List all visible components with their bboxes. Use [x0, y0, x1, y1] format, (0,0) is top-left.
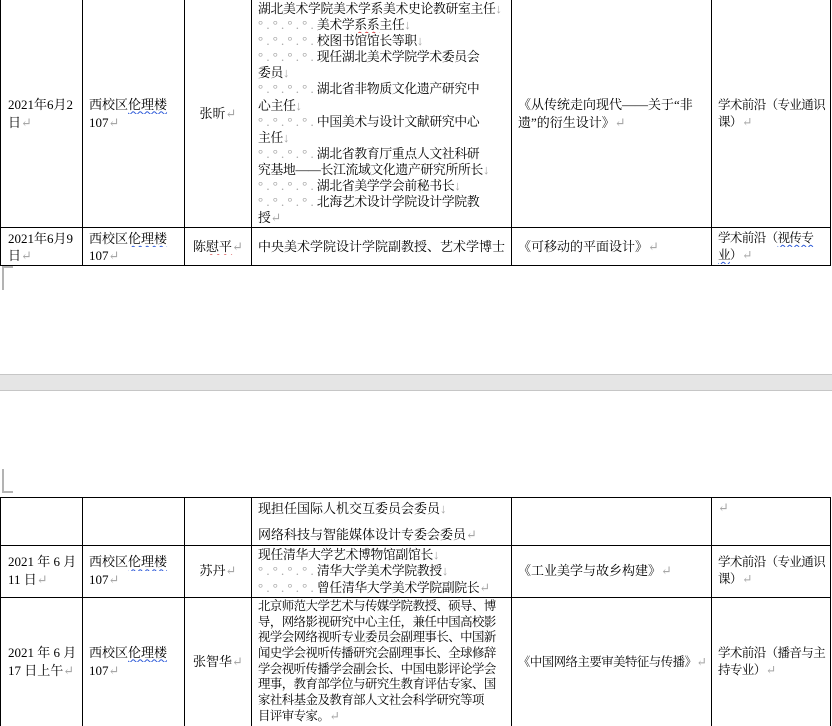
lecture-schedule-table-page2: [0, 497, 831, 726]
location-cell[interactable]: 西校区伦理楼 107↵: [83, 597, 185, 726]
date-cell[interactable]: 2021年6月9 日↵: [1, 228, 83, 266]
lecture-title-cell[interactable]: 《从传统走向现代——关于“非 遗”的衍生设计》↵: [512, 0, 712, 228]
course-category-cell[interactable]: ↵: [712, 498, 831, 546]
speaker-cell[interactable]: 陈慰平↵: [185, 228, 252, 266]
lecture-title-cell[interactable]: 《中国网络主要审美特征与传播》↵: [512, 597, 712, 726]
course-category-cell[interactable]: 学术前沿（专业通识 课）↵: [712, 546, 831, 598]
speaker-cell[interactable]: 张智华↵: [185, 597, 252, 726]
speaker-cell[interactable]: [185, 498, 252, 546]
course-category-cell[interactable]: 学术前沿（播音与主 持专业）↵: [712, 597, 831, 726]
table-row: [1, 597, 831, 726]
lecture-title-cell[interactable]: 《可移动的平面设计》↵: [512, 228, 712, 266]
speaker-cell[interactable]: 张昕↵: [185, 0, 252, 228]
speaker-bio-cell[interactable]: 北京师范大学艺术与传媒学院教授、硕导、博 导，网络影视研究中心主任，兼任中国高校影 视学会网络视听专业委员会副理事长、中国新 闻史学会视听传播研究会副理事长、全球修辞 学会视听传播学会副会长、中国电影评论学会 理事，教育部学位与研究生教育评估专家、国 家社科基金及教育部人文社会科学研究等项 目评审专家。↵: [252, 597, 512, 726]
speaker-bio-cell[interactable]: 现任清华大学艺术博物馆副馆长↓ ° . ° . ° . ° . 清华大学美术学院教授↓ ° . ° . ° . ° . 曾任清华大学美术学院副院长↵: [252, 546, 512, 598]
table-row: [1, 498, 831, 546]
course-category-cell[interactable]: 学术前沿（视传专 业）↵: [712, 228, 831, 266]
location-cell[interactable]: [83, 498, 185, 546]
text-boundary-corner-icon: [2, 469, 13, 493]
page-break-gap: [0, 374, 832, 391]
date-cell[interactable]: 2021年6月2 日↵: [1, 0, 83, 228]
table-row: [1, 228, 831, 266]
location-cell[interactable]: 西校区伦理楼 107↵: [83, 546, 185, 598]
lecture-title-cell[interactable]: [512, 498, 712, 546]
lecture-schedule-table-page1: [0, 0, 831, 266]
speaker-bio-cell[interactable]: 现担任国际人机交互委员会委员↓ 网络科技与智能媒体设计专委会委员↵: [252, 498, 512, 546]
text-boundary-corner-icon: [2, 266, 13, 290]
date-cell[interactable]: [1, 498, 83, 546]
table-row: [1, 0, 831, 228]
speaker-bio-cell[interactable]: 湖北美术学院美术学系美术史论教研室主任↓ ° . ° . ° . ° . 美术学系系主任↓ ° . ° . ° . ° . 校图书馆馆长等职↓ ° . ° . ° . ° . 现任湖北美术学院学术委员会 委员↓ ° . ° . ° . ° . 湖北省非物质文化遗产研究中 心主任↓ ° . ° . ° . ° . 中国美术与设计文献研究中心 主任↓ ° . ° . ° . ° . 湖北省教育厅重点人文社科研 究基地——长江流域文化遗产研究所所长↓ ° . ° . ° . ° . 湖北省美学学会前秘书长↓ ° . ° . ° . ° . 北海艺术设计学院设计学院教 授↵: [252, 0, 512, 228]
speaker-cell[interactable]: 苏丹↵: [185, 546, 252, 598]
table-row: [1, 546, 831, 598]
date-cell[interactable]: 2021 年 6 月 17 日上午↵: [1, 597, 83, 726]
lecture-title-cell[interactable]: 《工业美学与故乡构建》↵: [512, 546, 712, 598]
date-cell[interactable]: 2021 年 6 月 11 日↵: [1, 546, 83, 598]
speaker-bio-cell[interactable]: 中央美术学院设计学院副教授、艺术学博士: [252, 228, 512, 266]
location-cell[interactable]: 西校区伦理楼 107↵: [83, 0, 185, 228]
location-cell[interactable]: 西校区伦理楼 107↵: [83, 228, 185, 266]
course-category-cell[interactable]: 学术前沿（专业通识 课）↵: [712, 0, 831, 228]
